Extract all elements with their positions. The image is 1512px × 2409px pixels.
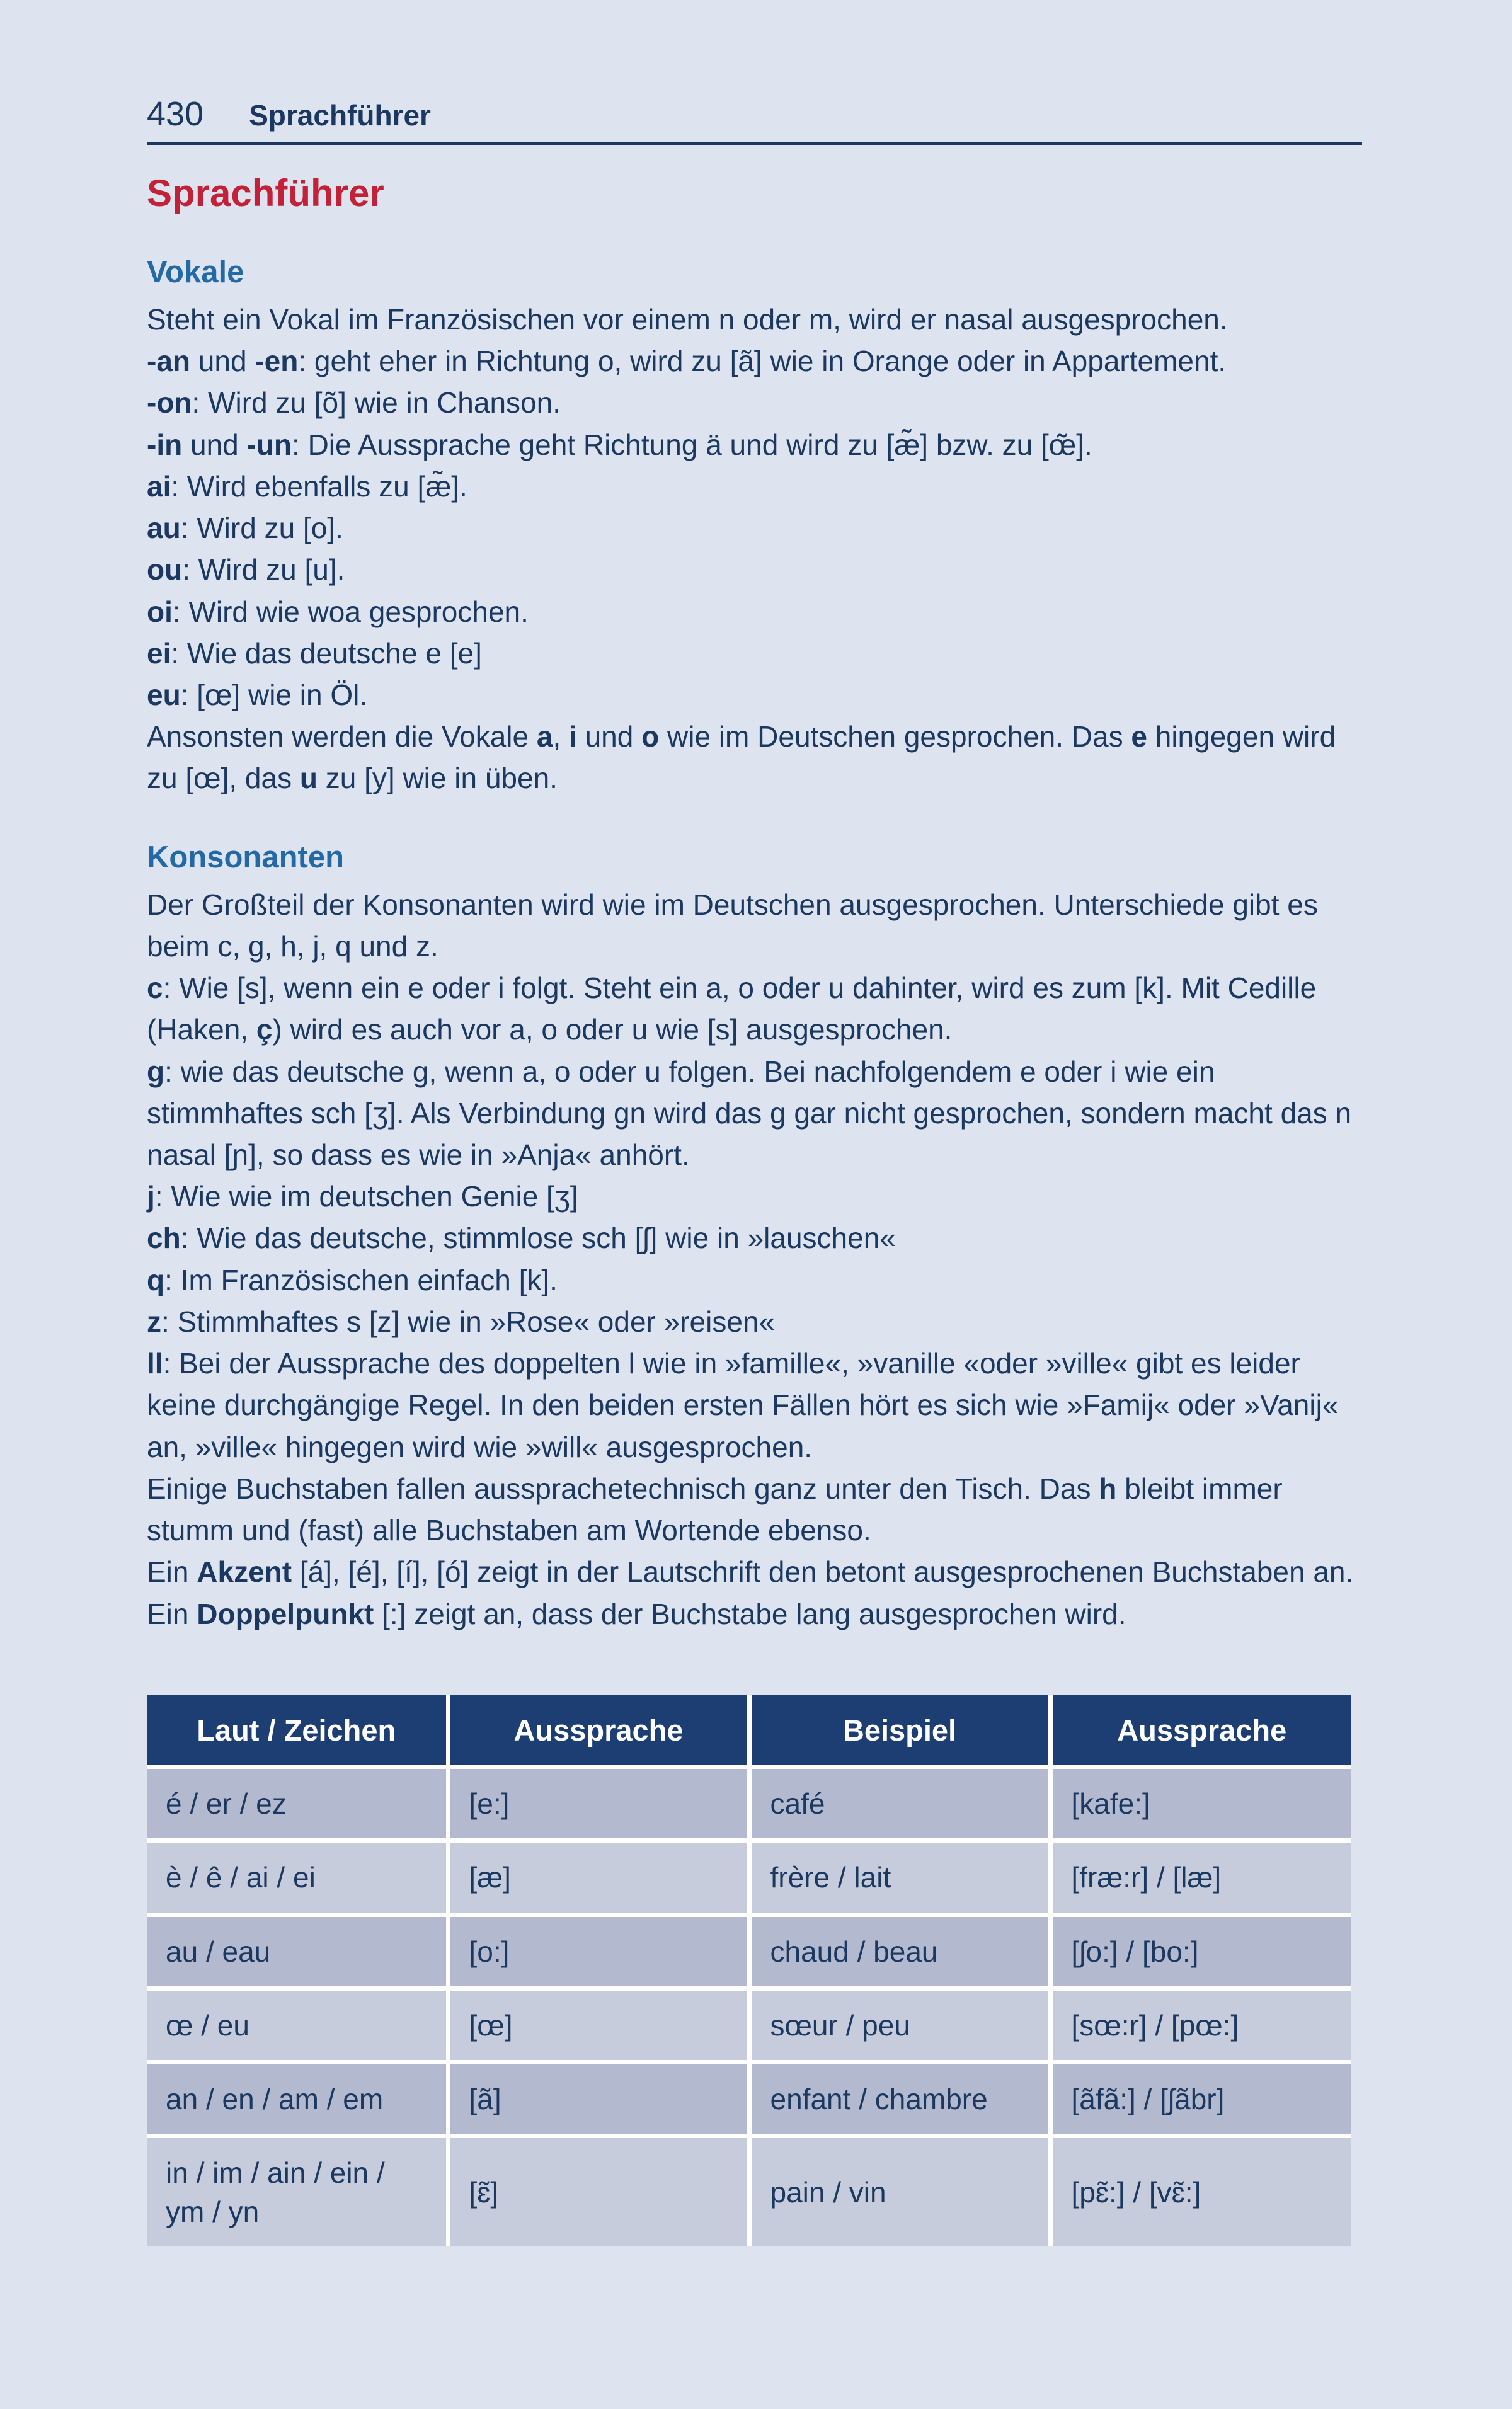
paragraph xyxy=(147,1301,1362,1342)
text-run: : Wird zu [u]. xyxy=(182,553,345,587)
table-cell: [ʃo:] / [bo:] xyxy=(1050,1914,1351,1988)
text-run: : Wird ebenfalls zu [æ̃]. xyxy=(171,469,467,503)
bold-run: au xyxy=(147,512,181,545)
bold-run: u xyxy=(299,762,318,795)
running-title: Sprachführer xyxy=(249,99,431,132)
page-header xyxy=(147,94,1362,145)
bold-run: e xyxy=(1131,720,1147,753)
paragraph xyxy=(147,299,1362,340)
bold-run: ai xyxy=(147,469,171,503)
text-run: und xyxy=(190,345,255,378)
bold-run: q xyxy=(147,1263,165,1296)
bold-run: Akzent xyxy=(197,1555,292,1589)
table-cell: [ãfã:] / [ʃãbr] xyxy=(1050,2062,1351,2136)
bold-run: oi xyxy=(147,595,173,628)
paragraph xyxy=(147,549,1362,590)
table-cell: œ / eu xyxy=(147,1988,448,2062)
paragraph xyxy=(147,507,1362,549)
text-run: : Wird zu [õ] wie in Chanson. xyxy=(192,386,561,420)
bold-run: ei xyxy=(147,636,171,670)
table-cell: [ã] xyxy=(448,2062,749,2136)
text-run: : Wie das deutsche e [e] xyxy=(171,636,482,670)
text-run: Steht ein Vokal im Französischen vor einem n oder m, wird er nasal ausgesprochen. xyxy=(147,302,1228,336)
table-cell: pain / vin xyxy=(749,2136,1050,2246)
table-cell: [e:] xyxy=(448,1767,749,1841)
text-run: und xyxy=(182,428,247,461)
bold-run: -en xyxy=(255,345,299,378)
bold-run: -an xyxy=(147,345,190,378)
paragraph xyxy=(147,424,1362,466)
paragraph xyxy=(147,1468,1362,1551)
text-run: : Im Französischen einfach [k]. xyxy=(164,1263,558,1296)
text-run: : Wie wie im deutschen Genie [ʒ] xyxy=(154,1180,578,1213)
table-cell: sœur / peu xyxy=(749,1988,1050,2062)
table-header-row xyxy=(147,1695,1351,1767)
text-run: : [œ] wie in Öl. xyxy=(180,678,368,711)
table-cell: frère / lait xyxy=(749,1841,1050,1914)
text-run: Der Großteil der Konsonanten wird wie im Deutschen ausgesprochen. Unterschiede gibt es beim c, g, h, j, q und z. xyxy=(147,888,1318,963)
table-cell: in / im / ain / ein / ym / yn xyxy=(147,2136,448,2246)
section-body-vokale xyxy=(147,299,1362,799)
paragraph xyxy=(147,1342,1362,1468)
table-cell: [kafe:] xyxy=(1050,1767,1351,1841)
bold-run: ou xyxy=(147,553,183,587)
text-run: : Bei der Aussprache des doppelten l wie in »famille«, »vanille «oder »ville« gibt es leider keine durchgängige Regel. In den beiden ersten Fällen hört es sich wie »Famij« oder »Vanij« an, »ville« hingegen wird wie »will« ausgesprochen. xyxy=(147,1347,1339,1463)
table-cell: [œ] xyxy=(448,1988,749,2062)
text-run: : Wie [s], wenn ein e oder i folgt. Steht ein a, o oder u dahinter, wird es zum [k]. Mit Cedille (Haken, xyxy=(147,971,1317,1046)
column-header-laut-zeichen: Laut / Zeichen xyxy=(147,1695,448,1767)
text-run: : wie das deutsche g, wenn a, o oder u folgen. Bei nachfolgendem e oder i wie ein stimmhaftes sch [ʒ]. Als Verbindung gn wird das g gar nicht gesprochen, sondern macht das n nasal [ɲ], so dass es wie in »Anja« anhört. xyxy=(147,1055,1352,1171)
text-run: Ansonsten werden die Vokale xyxy=(147,720,537,753)
table-cell: enfant / chambre xyxy=(749,2062,1050,2136)
bold-run: Doppelpunkt xyxy=(197,1597,374,1630)
table-row xyxy=(147,1914,1351,1988)
text-run: wie im Deutschen gesprochen. Das xyxy=(659,720,1131,753)
table-cell: chaud / beau xyxy=(749,1914,1050,1988)
page-number: 430 xyxy=(147,95,204,133)
bold-run: -on xyxy=(147,386,192,420)
text-run: : Wie das deutsche, stimmlose sch [ʃ] wie in »lauschen« xyxy=(180,1222,896,1255)
bold-run: j xyxy=(147,1180,155,1213)
bold-run: g xyxy=(147,1055,165,1088)
text-run: : Wird zu [o]. xyxy=(180,512,343,545)
paragraph xyxy=(147,1051,1362,1176)
pronunciation-table xyxy=(147,1695,1351,2246)
bold-run: i xyxy=(569,720,577,753)
table-row xyxy=(147,2062,1351,2136)
text-run: bleibt immer stumm und (fast) alle Buchstaben am Wortende ebenso. xyxy=(147,1472,1283,1547)
table-row xyxy=(147,1841,1351,1914)
section-body-konsonanten xyxy=(147,884,1362,1635)
bold-run: c xyxy=(147,971,163,1005)
table-cell: an / en / am / em xyxy=(147,2062,448,2136)
paragraph xyxy=(147,967,1362,1050)
text-run: : Wird wie woa gesprochen. xyxy=(172,595,529,628)
column-header-beispiel: Beispiel xyxy=(749,1695,1050,1767)
bold-run: o xyxy=(641,720,660,753)
text-run: : Stimmhaftes s [z] wie in »Rose« oder »reisen« xyxy=(161,1305,776,1338)
table-cell: café xyxy=(749,1767,1050,1841)
paragraph xyxy=(147,382,1362,423)
text-run: : Die Aussprache geht Richtung ä und wird zu [æ̃] bzw. zu [œ̃]. xyxy=(292,428,1092,461)
paragraph xyxy=(147,1259,1362,1301)
section-heading-konsonanten: Konsonanten xyxy=(147,840,345,874)
bold-run: -un xyxy=(246,428,292,461)
pronunciation-table-body xyxy=(147,1767,1351,2246)
table-cell: [ɛ̃] xyxy=(448,2136,749,2246)
bold-run: ç xyxy=(256,1013,273,1046)
section-konsonanten xyxy=(147,841,1362,1635)
paragraph xyxy=(147,884,1362,967)
table-cell: [æ] xyxy=(448,1841,749,1914)
text-run: hingegen wird zu [œ], das xyxy=(147,720,1336,795)
paragraph xyxy=(147,466,1362,507)
table-row xyxy=(147,2136,1351,2246)
text-run: Ein xyxy=(147,1555,197,1589)
section-heading-vokale: Vokale xyxy=(147,255,244,289)
bold-run: h xyxy=(1099,1472,1117,1505)
table-row xyxy=(147,1767,1351,1841)
paragraph xyxy=(147,674,1362,716)
paragraph xyxy=(147,632,1362,674)
table-cell: [fræ:r] / [læ] xyxy=(1050,1841,1351,1914)
column-header-aussprache-2: Aussprache xyxy=(1050,1695,1351,1767)
bold-run: a xyxy=(536,720,553,753)
bold-run: -in xyxy=(147,428,183,461)
bold-run: z xyxy=(147,1305,161,1338)
bold-run: ll xyxy=(147,1347,163,1380)
table-cell: au / eau xyxy=(147,1914,448,1988)
table-cell: [sœ:r] / [pœ:] xyxy=(1050,1988,1351,2062)
table-row xyxy=(147,1988,1351,2062)
text-run: , xyxy=(553,720,570,753)
pronunciation-table-head xyxy=(147,1695,1351,1767)
text-run: ) wird es auch vor a, o oder u wie [s] ausgesprochen. xyxy=(272,1013,953,1046)
table-cell: [pɛ̃:] / [vɛ̃:] xyxy=(1050,2136,1351,2246)
text-run: : geht eher in Richtung o, wird zu [ã] wie in Orange oder in Appartement. xyxy=(298,345,1227,378)
paragraph xyxy=(147,340,1362,382)
bold-run: ch xyxy=(147,1222,181,1255)
paragraph xyxy=(147,1176,1362,1217)
column-header-aussprache-1: Aussprache xyxy=(448,1695,749,1767)
paragraph xyxy=(147,1551,1362,1634)
table-cell: [o:] xyxy=(448,1914,749,1988)
page-title: Sprachführer xyxy=(147,172,384,214)
paragraph xyxy=(147,716,1362,799)
section-vokale xyxy=(147,256,1362,799)
bold-run: eu xyxy=(147,678,181,711)
table-cell: é / er / ez xyxy=(147,1767,448,1841)
text-run: und xyxy=(576,720,642,753)
text-run: [á], [é], [í], [ó] zeigt in der Lautschrift den betont ausgesprochenen Buchstaben an. Ein xyxy=(147,1555,1354,1630)
text-run: Einige Buchstaben fallen aussprachetechnisch ganz unter den Tisch. Das xyxy=(147,1472,1099,1505)
text-run: [:] zeigt an, dass der Buchstabe lang ausgesprochen wird. xyxy=(374,1597,1126,1630)
paragraph xyxy=(147,591,1362,632)
paragraph xyxy=(147,1217,1362,1259)
table-cell: è / ê / ai / ei xyxy=(147,1841,448,1914)
text-run: zu [y] wie in üben. xyxy=(317,762,558,795)
